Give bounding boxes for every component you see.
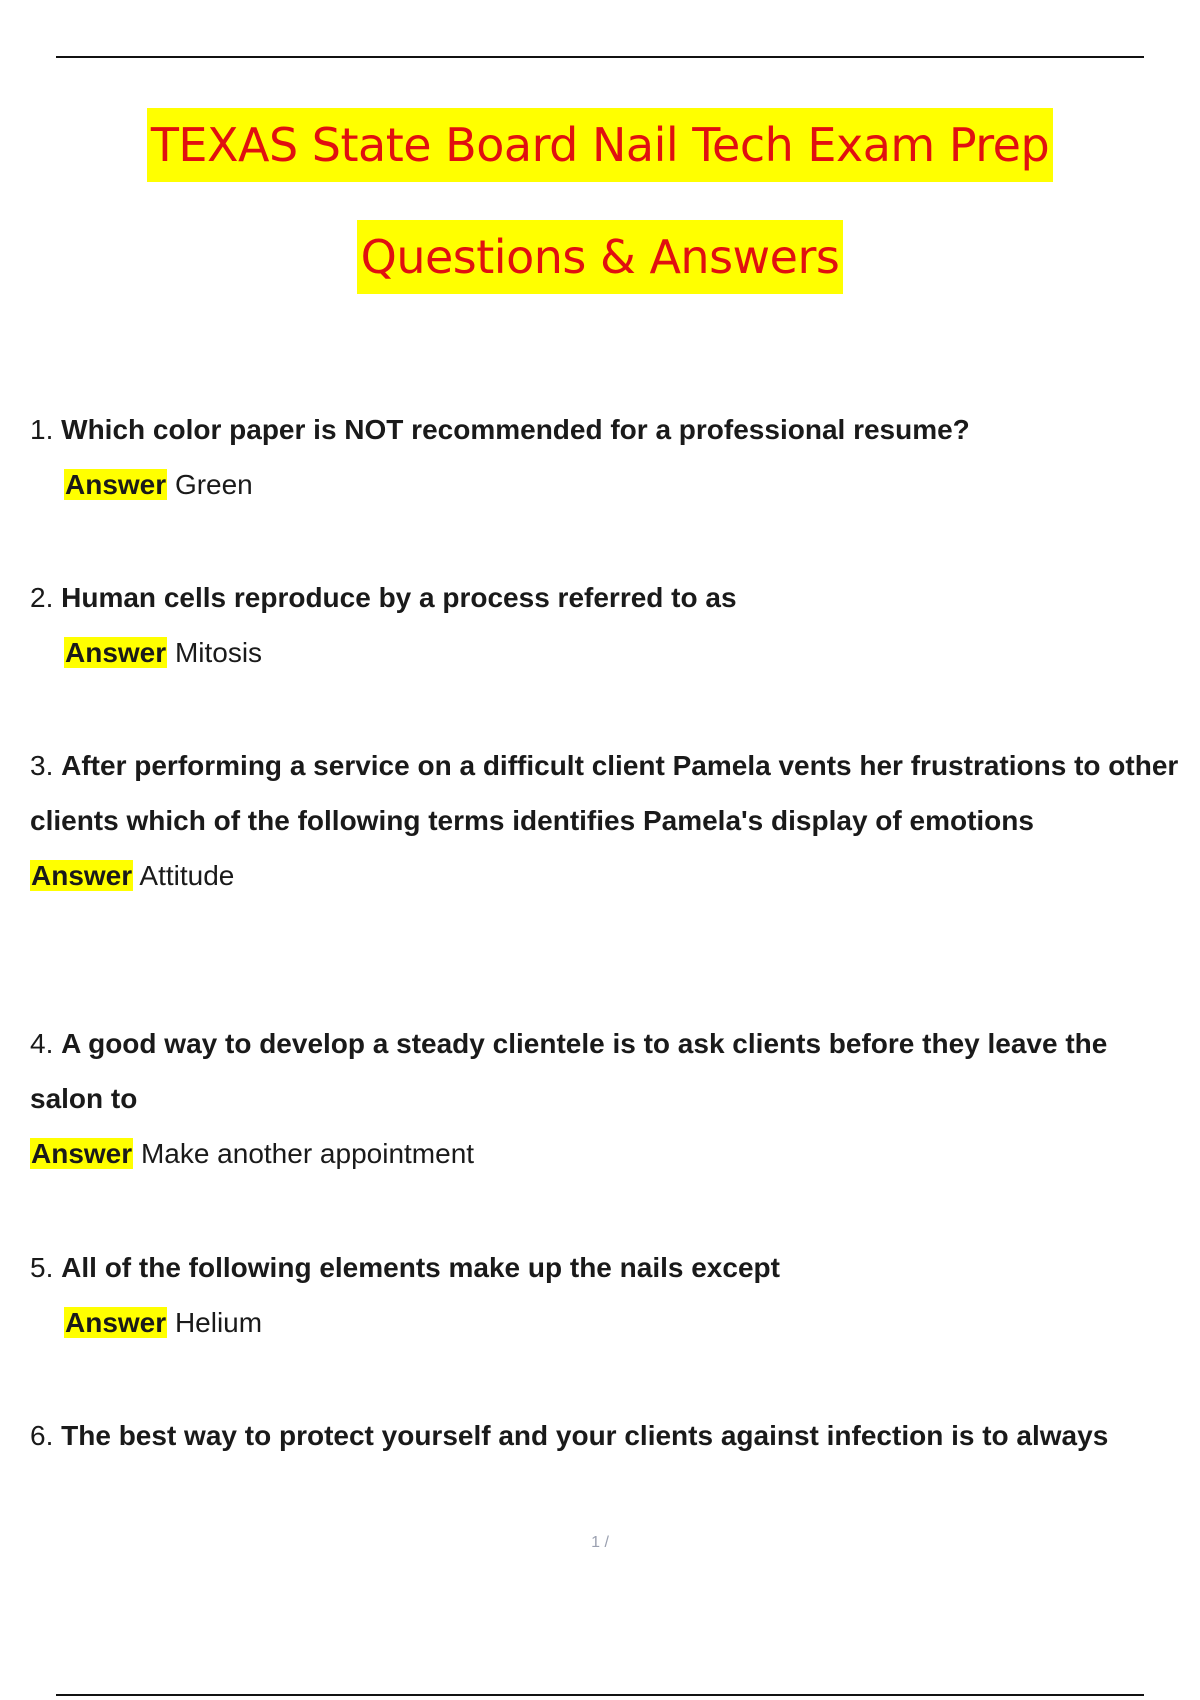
qa-item-3 bbox=[30, 738, 1180, 903]
answer-line bbox=[30, 848, 1180, 903]
title-line-2: Questions & Answers bbox=[357, 220, 844, 294]
title-line-1: TEXAS State Board Nail Tech Exam Prep bbox=[147, 108, 1053, 182]
question: 5. All of the following elements make up the nails except bbox=[30, 1252, 780, 1283]
qa-item-4 bbox=[30, 1016, 1180, 1181]
document-title bbox=[0, 108, 1200, 294]
qa-item-2 bbox=[30, 570, 1180, 680]
answer-value: Helium bbox=[174, 1307, 263, 1338]
answer-value: Attitude bbox=[139, 860, 235, 891]
answer-value: Mitosis bbox=[174, 637, 263, 668]
question: 3. After performing a service on a difficult client Pamela vents her frustrations to other clients which of the following terms identifies Pamela's display of emotions bbox=[30, 750, 1179, 836]
question: 1. Which color paper is NOT recommended for a professional resume? bbox=[30, 414, 970, 445]
answer-line bbox=[30, 1295, 1180, 1350]
page-number: 1 / bbox=[591, 1534, 609, 1551]
qa-item-5 bbox=[30, 1240, 1180, 1350]
question: 2. Human cells reproduce by a process referred to as bbox=[30, 582, 737, 613]
answer-line bbox=[30, 625, 1180, 680]
answer-line bbox=[30, 1126, 1180, 1181]
answer-line bbox=[30, 457, 1180, 512]
question: 4. A good way to develop a steady clientele is to ask clients before they leave the salon to bbox=[30, 1028, 1108, 1114]
top-rule bbox=[56, 56, 1144, 58]
answer-label: Answer bbox=[65, 637, 167, 668]
qa-item-6 bbox=[30, 1408, 1180, 1463]
answer-value: Make another appointment bbox=[140, 1138, 475, 1169]
answer-label: Answer bbox=[65, 469, 167, 500]
answer-label: Answer bbox=[31, 1138, 133, 1169]
answer-label: Answer bbox=[65, 1307, 167, 1338]
qa-item-1 bbox=[30, 402, 1180, 512]
bottom-rule bbox=[56, 1694, 1144, 1696]
answer-label: Answer bbox=[31, 860, 133, 891]
answer-value: Green bbox=[174, 469, 253, 500]
question: 6. The best way to protect yourself and your clients against infection is to always bbox=[30, 1420, 1109, 1451]
